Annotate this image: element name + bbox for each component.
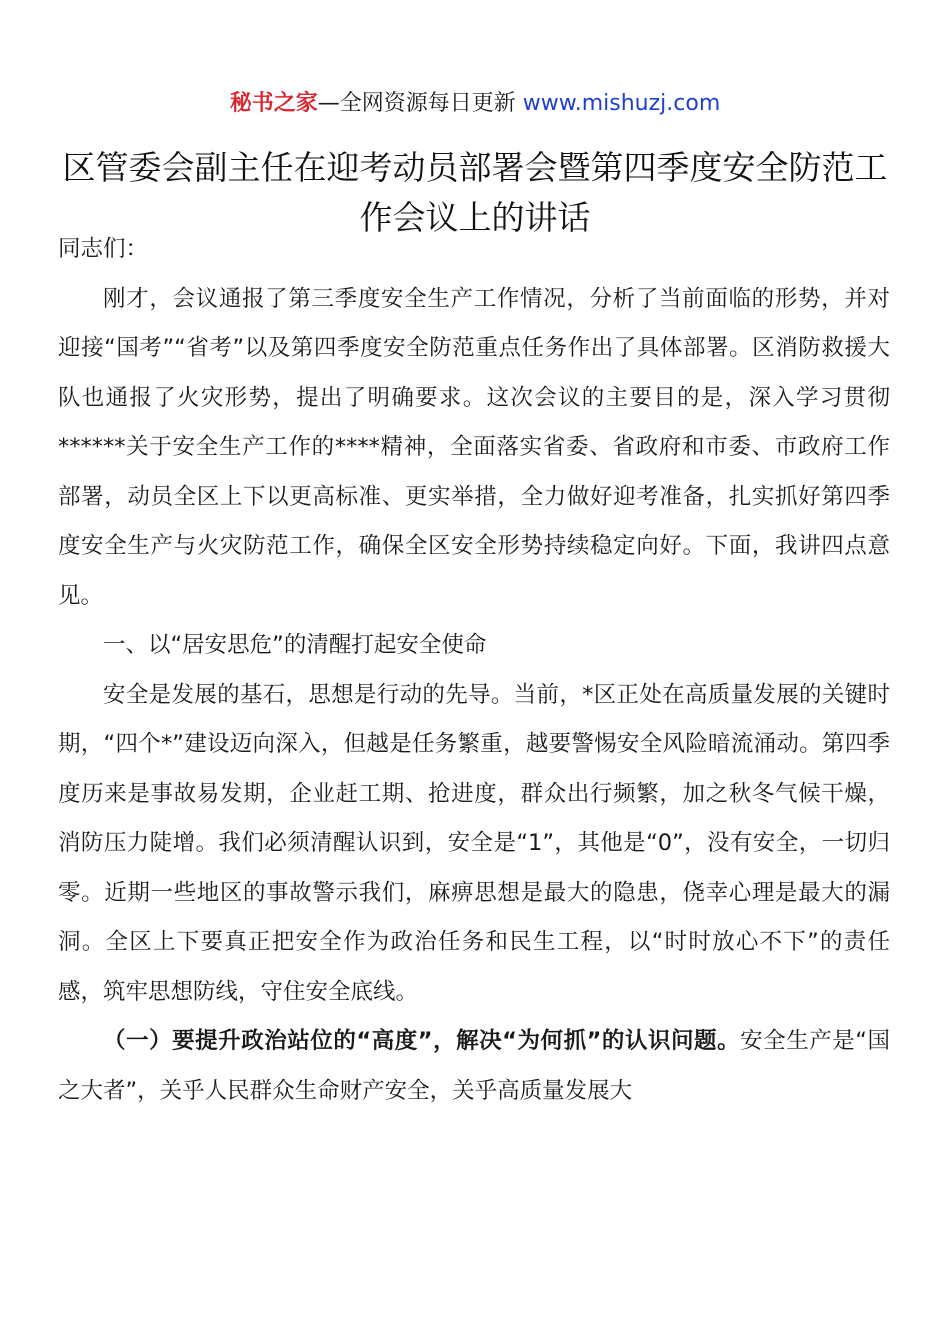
body-paragraph-2: 安全是发展的基石，思想是行动的先导。当前，*区正处在高质量发展的关键时期，“四个*”建设迈向深入，但越是任务繁重，越要警惕安全风险暗流涌动。第四季度历来是事故易发期，企业赶工期、抢进度，群众出行频繁，加之秋冬气候干燥，消防压力陡增。我们必须清醒认识到，安全是“1”，其他是“0”，没有安全，一切归零。近期一些地区的事故警示我们，麻痹思想是最大的隐患，侥幸心理是最大的漏洞。全区上下要真正把安全作为政治任务和民生工程，以“时时放心不下”的责任感，筑牢思想防线，守住安全底线。 xyxy=(58,681,890,1005)
document-title: 区管委会副主任在迎考动员部署会暨第四季度安全防范工作会议上的讲话 xyxy=(62,148,888,237)
subsection-heading: （一）要提升政治站位的“高度”，解决“为何抓”的认识问题。 xyxy=(103,1028,741,1054)
site-url-link[interactable]: www.mishuzj.com xyxy=(522,91,721,116)
subsection-text: 安全生产是“国之大者”，关乎人民群众生命财产安全，关乎高质量发展大 xyxy=(58,1028,890,1104)
section-heading-1: 一、以“居安思危”的清醒打起安全使命 xyxy=(103,632,487,658)
site-banner xyxy=(0,88,950,120)
brand-name[interactable]: 秘书之家 xyxy=(229,91,318,116)
document-body xyxy=(58,225,890,1116)
body-paragraph-3 xyxy=(58,1017,890,1116)
body-paragraph-1: 刚才，会议通报了第三季度安全生产工作情况，分析了当前面临的形势，并对迎接“国考”“省考”以及第四季度安全防范重点任务作出了具体部署。区消防救援大队也通报了火灾形势，提出了明确要求。这次会议的主要目的是，深入学习贯彻******关于安全生产工作的****精神，全面落实省委、省政府和市委、市政府工作部署，动员全区上下以更高标准、更实举措，全力做好迎考准备，扎实抓好第四季度安全生产与火灾防范工作，确保全区安全形势持续稳定向好。下面，我讲四点意见。 xyxy=(58,285,890,609)
salutation: 同志们： xyxy=(58,236,149,262)
banner-slogan: —全网资源每日更新 xyxy=(317,91,516,116)
